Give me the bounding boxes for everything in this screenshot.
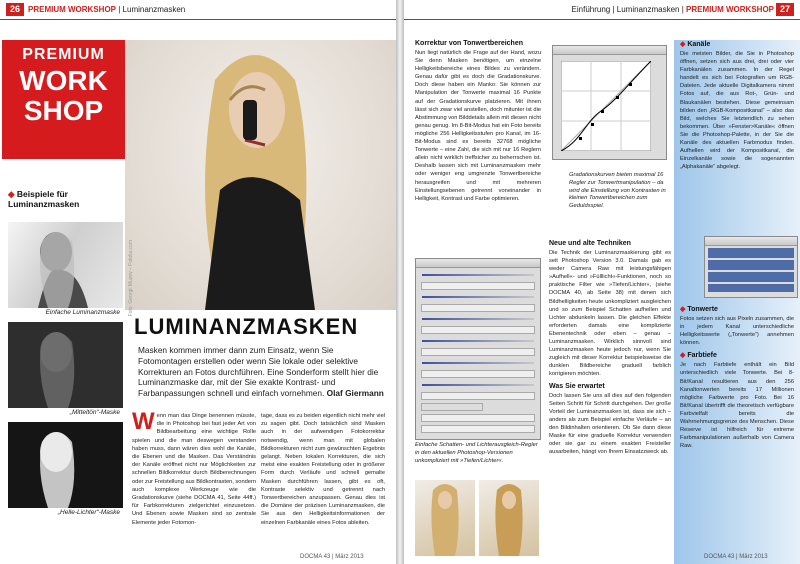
thumb-highlights-mask	[8, 422, 123, 508]
header-rule	[404, 19, 800, 20]
shadows-highlights-dialog-screenshot	[415, 258, 541, 440]
diamond-icon: ◆	[680, 306, 688, 313]
lead-paragraph: Masken kommen immer dann zum Einsatz, wenn Sie Fotomontagen erstellen oder wenn Sie lokale oder selektive Korrekturen an Fotos durchführen. Eine Sonderform stellt hier die Luminanzmaske dar, mit der Sie exakte Kontrast- und Farbanpassungen schnell und einfach vornehmen. Olaf Giermann	[138, 345, 384, 399]
body-column-1: Wenn man das Dinge benennen müsste, die in Photoshop bei fast jeder Art von Bildbearbeitung eine wichtige Rolle spielen und die man deswegen verstanden haben muss, dann wären dies wohl die Kanäle, die Ebenen und die Masken. Das Verständnis der Kanäle eröffnet nicht nur Möglichkeiten zur schnellen Bildkorrektur durch Bildberechnungen oder zur Freistellung aus Bildkontrasten, sondern auch komplexe Werkzeuge wie die Gradationskurve (siehe DOCMA 41, Seite 44ff.) für Farbkorrekturen zielgerichtet einzusetzen. Und Ebenen sowie Masken sind so zentrale Elemente jeder Fotomon-	[132, 408, 256, 526]
running-header: Einführung | Luminanzmasken | PREMIUM WORKSHOP	[571, 5, 774, 14]
running-header: PREMIUM WORKSHOP | Luminanzmasken	[28, 5, 186, 14]
column-b	[549, 240, 671, 456]
diamond-icon: ◆	[8, 189, 15, 199]
curves-dialog-screenshot	[552, 45, 667, 160]
page-number: 27	[776, 3, 794, 16]
header-title: Luminanzmasken	[122, 5, 186, 14]
woman-portrait-icon	[125, 40, 396, 310]
curves-graph-icon	[561, 61, 651, 151]
author: Olaf Giermann	[326, 388, 384, 399]
column-c	[680, 40, 794, 171]
figure-caption: Einfache Schatten- und Lichterausgleich-Regler in den aktuellen Photoshop-Versionen unkompliziert mit »Tiefen/Lichter«.	[415, 442, 538, 464]
sidebar-title: ◆ Beispiele für Luminanzmasken	[8, 189, 80, 209]
section-heading: Was Sie erwartet	[549, 382, 605, 390]
portrait-silhouette-icon	[8, 422, 123, 508]
channels-panel-screenshot	[704, 236, 798, 298]
page-footer: DOCMA 43 | März 2013	[300, 554, 364, 560]
photo-credit: Foto: Georgii Muzev – Fotolia.com	[128, 240, 134, 317]
thumb-caption: Einfache Luminanzmaske	[45, 309, 120, 316]
thumb-caption: „Helle-Lichter“-Maske	[57, 509, 120, 516]
diamond-icon: ◆	[680, 352, 688, 360]
left-page	[0, 0, 396, 564]
column-a	[415, 40, 541, 203]
drop-cap: W	[132, 408, 155, 435]
hero-photo	[125, 40, 396, 310]
figure-caption: Gradationskurven bieten maximal 16 Regler zur Tonwertmanipulation – da wird die Einstellung von Kontrasten in kleinen Tonwertbereichen zum Geduldsspiel.	[569, 172, 666, 210]
section-text: Doch lassen Sie uns all dies auf den folgenden Seiten Schritt für Schritt durchgehen. Der große Vorteil der Luminanzmasken ist, dass sie sich – anders als zum Beispiel einfache Verläufe – an den Bildinhalten orientieren. Ob Sie dann diese Maske für eine graduelle Korrektur verwenden oder sie gar zu einem exakten Freisteller ausarbeiten, hängt von Ihrem Einsatzzweck ab.	[549, 392, 671, 456]
header-section: PREMIUM WORKSHOP	[686, 5, 774, 14]
section-heading: ◆ Kanäle	[680, 41, 711, 48]
woman-portrait-icon	[479, 480, 539, 556]
section-heading: Korrektur von Tonwertbereichen	[415, 40, 524, 47]
thumb-caption: „Mitteltön“-Maske	[69, 409, 120, 416]
portrait-silhouette-icon	[8, 322, 123, 408]
example-photo	[479, 480, 539, 556]
thumb-simple-mask	[8, 222, 123, 308]
woman-portrait-icon	[415, 480, 475, 556]
gutter	[396, 0, 404, 564]
example-photo	[415, 480, 475, 556]
page-number: 26	[6, 3, 24, 16]
section-heading: ◆ Farbtiefe	[680, 352, 717, 360]
premium-workshop-logo: PREMIUM WORK SHOP	[2, 40, 125, 159]
thumb-midtone-mask	[8, 322, 123, 408]
section-text: Die Technik der Luminanzmaskierung gibt es seit Photoshop Version 3.0. Damals gab es weder Camera Raw mit leistungsfähigen »Aufhell«- und »Fülllicht«-Funktionen, noch so praktische Filter wie »Tiefen/Lichter«, (siehe DOCMA 40, ab Seite 38) mit denen sich Bildhelligkeiten heute unkompliziert ausgleichen und so zum Beispiel Schatten aufhellen und Lichter abdunkeln lassen. Die gleichen Effekte erforderten damals eine komplizierte Ebenentechnik oder eben – genau – Luminanzmasken. Wirklich sinnvoll sind Luminanzmasken heute jedoch nur, wenn Sie zugleich mit dieser Korrektur beispielsweise die dunklen Bildbereiche graduell farblich korrigieren möchten.	[549, 250, 671, 378]
right-page	[404, 0, 800, 564]
header-section: PREMIUM WORKSHOP	[28, 5, 116, 14]
column-c-lower	[680, 305, 794, 450]
header-rule	[0, 19, 396, 20]
section-text: Je nach Farbtiefe enthält ein Bild unterschiedlich viele Tonwerte. Bei 8-Bit/Kanal resultieren aus den 256 Kanaltonwerten bereits 17 Millionen mögliche Farbwerte pro Foto. Bei 16 Bit/Kanal übertrifft die theoretisch verfügbare Farbvielfalt bereits die Wahrnehmungsgrenze des Menschen. Diese Reserve ist hilfreich für extreme Farbmanipulationen außerhalb von Camera Raw.	[680, 362, 794, 450]
section-heading: Neue und alte Techniken	[549, 240, 631, 247]
body-column-2: tage, dass es zu beiden eigentlich nicht mehr viel zu sagen gibt. Doch tatsächlich sind Masken auch in der aufwendigen Fotokorrektur notwendig, wenn man mit globalen Bildkorrekturen nicht zum gewünschten Ergebnis gelangt. Neben lokalen Korrekturen, die sich meist eine exakten Freistellung oder in größerer Form durch Verläufe und schnell gemalte Masken durchführen lassen, gibt es oft, Kontraste selektiv und getrennt nach Tonwertbereichen anzupassen. Genau dies ist die Domäne der präzisen Luminanzmasken, die Sie aus den Helligkeitsinformationen der einzelnen Farbkanäle eines Fotos ableiten.	[261, 413, 385, 526]
page-footer: DOCMA 43 | März 2013	[704, 554, 768, 560]
portrait-silhouette-icon	[8, 222, 123, 308]
diamond-icon: ◆	[680, 41, 688, 48]
section-text: Nun liegt natürlich die Frage auf der Hand, wozu Sie denn Masken benötigen, um einzelne Helligkeitsbereiche eines Bildes zu verändern. Genau dafür gibt es doch die Gradationskurve. Doch diese haben ein Manko: Sie können zur Manipulation der Tonwerte maximal 16 Punkte auf der Gradationskurve platzieren. Mit ihnen lässt sich zwar viel anstellen, doch mitunter ist die Abstimmung von Bilddetails allein mit diesen nicht genau genug. Im 8-Bit-Modus hat ein Foto bereits mögliche 256 Helligkeitsstufen pro Kanal, im 16-Bit-Modus sind es bereits 32768 mögliche Tonwerte – eine Zahl, die sich mit nur 16 Reglern allein nicht wirklich treffsicher zu beherrschen ist. Deshalb lassen sich mit Luminanzmasken mehr oder weniger eng umgrenzte Tonwertbereiche herausgreifen und mit mehreren Einstellungsebenen getrennt voneinander in Helligkeit, Kontrast und Farbe optimieren.	[415, 50, 541, 202]
article-title: LUMINANZMASKEN	[134, 314, 359, 339]
section-heading: ◆ Tonwerte	[680, 306, 718, 313]
section-text: Die meisten Bilder, die Sie in Photoshop öffnen, setzen sich aus drei, drei oder vier Farbkanälen zusammen. In der Regel handelt es sich bei Fotografien um RGB-Dateien. Jede aktuelle Digitalkamera nimmt Fotos auf, die aus Rot-, Grün- und Blaukanälen bestehen. Diese gemeinsam bilden den „RGB-Kompositkanal“ – also das Bild, welches Sie letztendlich zu sehen bekommen. Über »Fenster>Kanäle« öffnen Sie die Photoshop-Palette, in der Sie die Kanäle des aktuellen Farbmodus finden. Aufhellen wird der Kompositkanal, die Einzelkanäle sowie die sogenannten „Alphakanäle“ abgelegt.	[680, 51, 794, 171]
section-text: Fotos setzen sich aus Pixeln zusammen, die in jedem Kanal unterschiedliche Helligkeitswerte („Tonwerte“) annehmen können.	[680, 316, 794, 347]
